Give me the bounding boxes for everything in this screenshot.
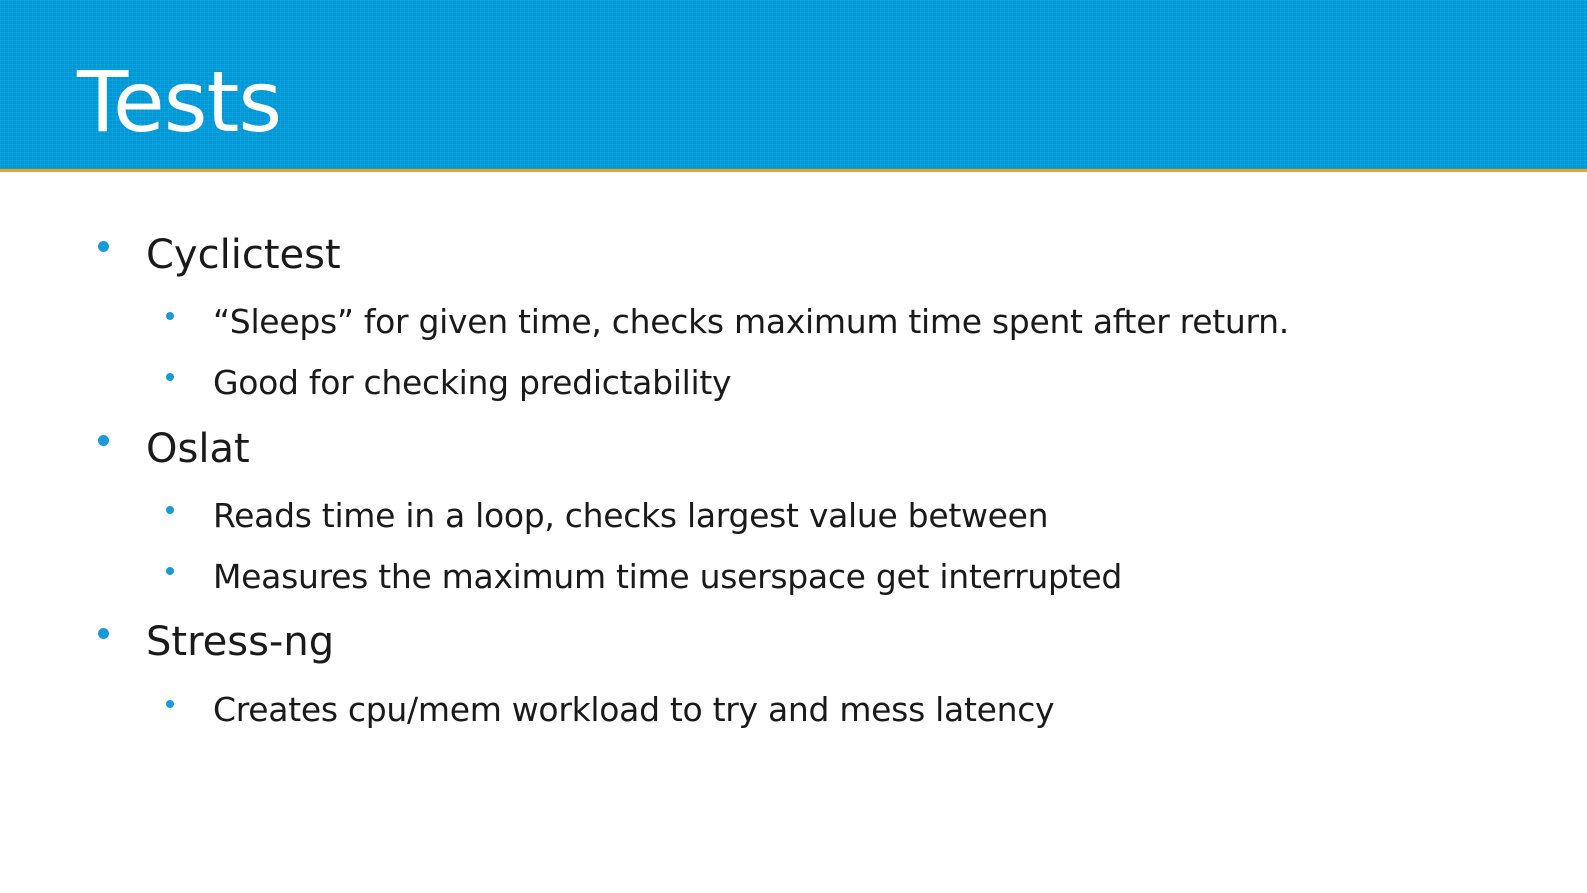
- bullet-item-stress-ng: [0, 618, 1587, 666]
- sub-bullet-text: Measures the maximum time userspace get interrupted: [213, 557, 1122, 596]
- sub-bullet-item: [0, 557, 1587, 597]
- bullet-dot-icon: [98, 435, 109, 446]
- bullet-dot-icon: [98, 241, 109, 252]
- sub-bullet-item: [0, 302, 1587, 342]
- bullet-item-cyclictest: [0, 231, 1587, 279]
- bullet-dot-icon: [98, 628, 109, 639]
- sub-bullet-item: [0, 496, 1587, 536]
- title-underline-rule: [0, 169, 1587, 172]
- sub-bullet-text: Reads time in a loop, checks largest value between: [213, 496, 1049, 535]
- sub-bullet-text: Creates cpu/mem workload to try and mess latency: [213, 690, 1055, 729]
- bullet-dot-icon: [166, 312, 174, 320]
- sub-bullet-item: [0, 363, 1587, 403]
- bullet-dot-icon: [166, 700, 174, 708]
- bullet-text: Oslat: [146, 426, 250, 472]
- sub-bullet-item: [0, 690, 1587, 730]
- bullet-text: Stress-ng: [146, 619, 335, 665]
- bullet-dot-icon: [166, 373, 174, 381]
- title-banner: [0, 0, 1587, 169]
- bullet-item-oslat: [0, 425, 1587, 473]
- bullet-dot-icon: [166, 506, 174, 514]
- bullet-text: Cyclictest: [146, 232, 341, 278]
- sub-bullet-text: “Sleeps” for given time, checks maximum time spent after return.: [213, 302, 1289, 341]
- sub-bullet-text: Good for checking predictability: [213, 363, 732, 402]
- bullet-dot-icon: [166, 567, 174, 575]
- slide-title: Tests: [77, 53, 282, 151]
